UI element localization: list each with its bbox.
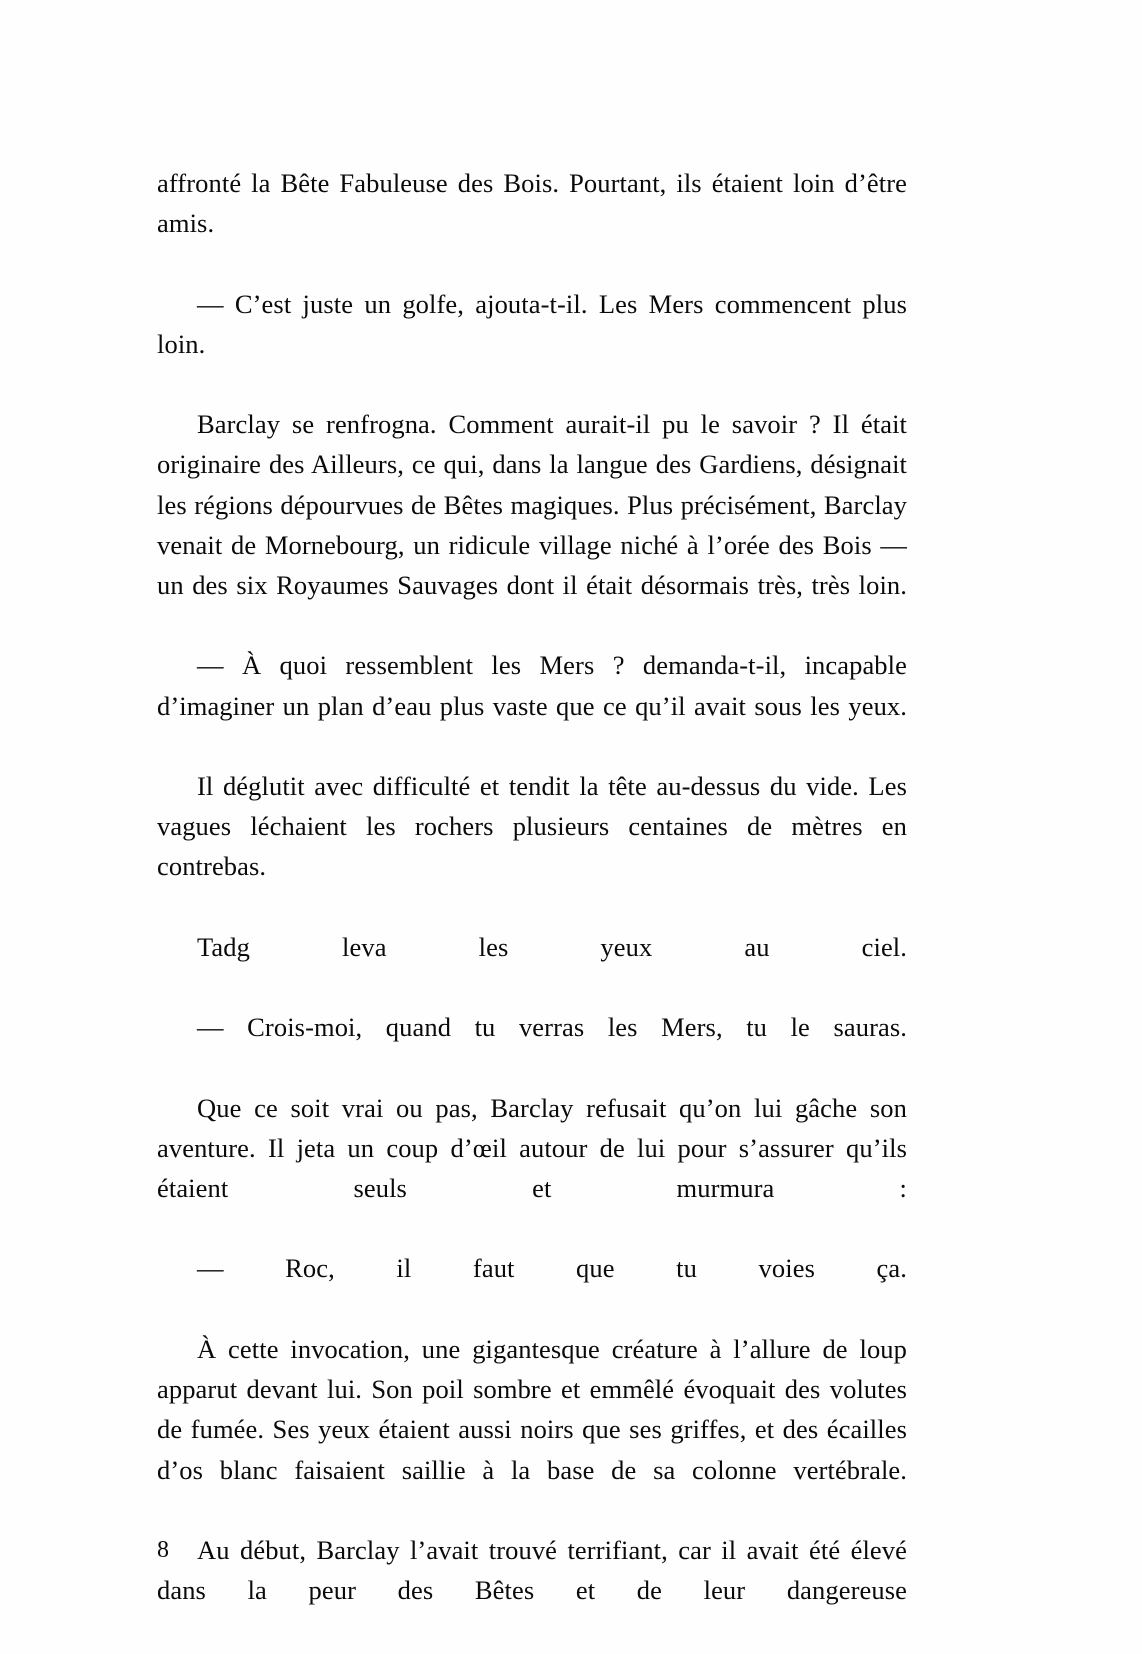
paragraph: affronté la Bête Fabuleuse des Bois. Pourtant, ils étaient loin d’être amis. <box>157 168 907 239</box>
paragraph: Il déglutit avec difficulté et tendit la tête au-dessus du vide. Les vagues léchaient les rochers plusieurs centaines de mètres en contrebas. <box>157 771 907 882</box>
paragraph: À cette invocation, une gigantesque créature à l’allure de loup apparut devant lui. Son poil sombre et emmêlé évoquait des volutes de fumée. Ses yeux étaient aussi noirs que ses griffes, et des écailles d’os blanc faisaient saillie à la base de sa colonne vertébrale. <box>157 1333 907 1485</box>
page-number: 8 <box>157 1537 169 1563</box>
page-body-text <box>157 163 907 1651</box>
paragraph: — Roc, il faut que tu voies ça. <box>197 1253 907 1284</box>
paragraph: — C’est juste un golfe, ajouta-t-il. Les Mers commencent plus loin. <box>157 288 907 359</box>
paragraph: Tadg leva les yeux au ciel. <box>197 931 907 962</box>
paragraph: — À quoi ressemblent les Mers ? demanda-t-il, incapable d’imaginer un plan d’eau plus vaste que ce qu’il avait sous les yeux. <box>157 650 907 721</box>
paragraph: Que ce soit vrai ou pas, Barclay refusait qu’on lui gâche son aventure. Il jeta un coup d’œil autour de lui pour s’assurer qu’ils étaient seuls et murmura : <box>157 1092 907 1204</box>
paragraph: Au début, Barclay l’avait trouvé terrifiant, car il avait été élevé dans la peur des Bêtes et de leur dangereuse <box>157 1534 907 1606</box>
paragraph: Barclay se renfrogna. Comment aurait-il pu le savoir ? Il était originaire des Ailleurs, ce qui, dans la langue des Gardiens, désignait les régions dépourvues de Bêtes magiques. Plus précisément, Barclay venait de Mornebourg, un ridicule village niché à l’orée des Bois — un des six Royaumes Sauvages dont il était désormais très, très loin. <box>157 409 907 601</box>
paragraph: — Crois-moi, quand tu verras les Mers, tu le sauras. <box>197 1012 907 1043</box>
